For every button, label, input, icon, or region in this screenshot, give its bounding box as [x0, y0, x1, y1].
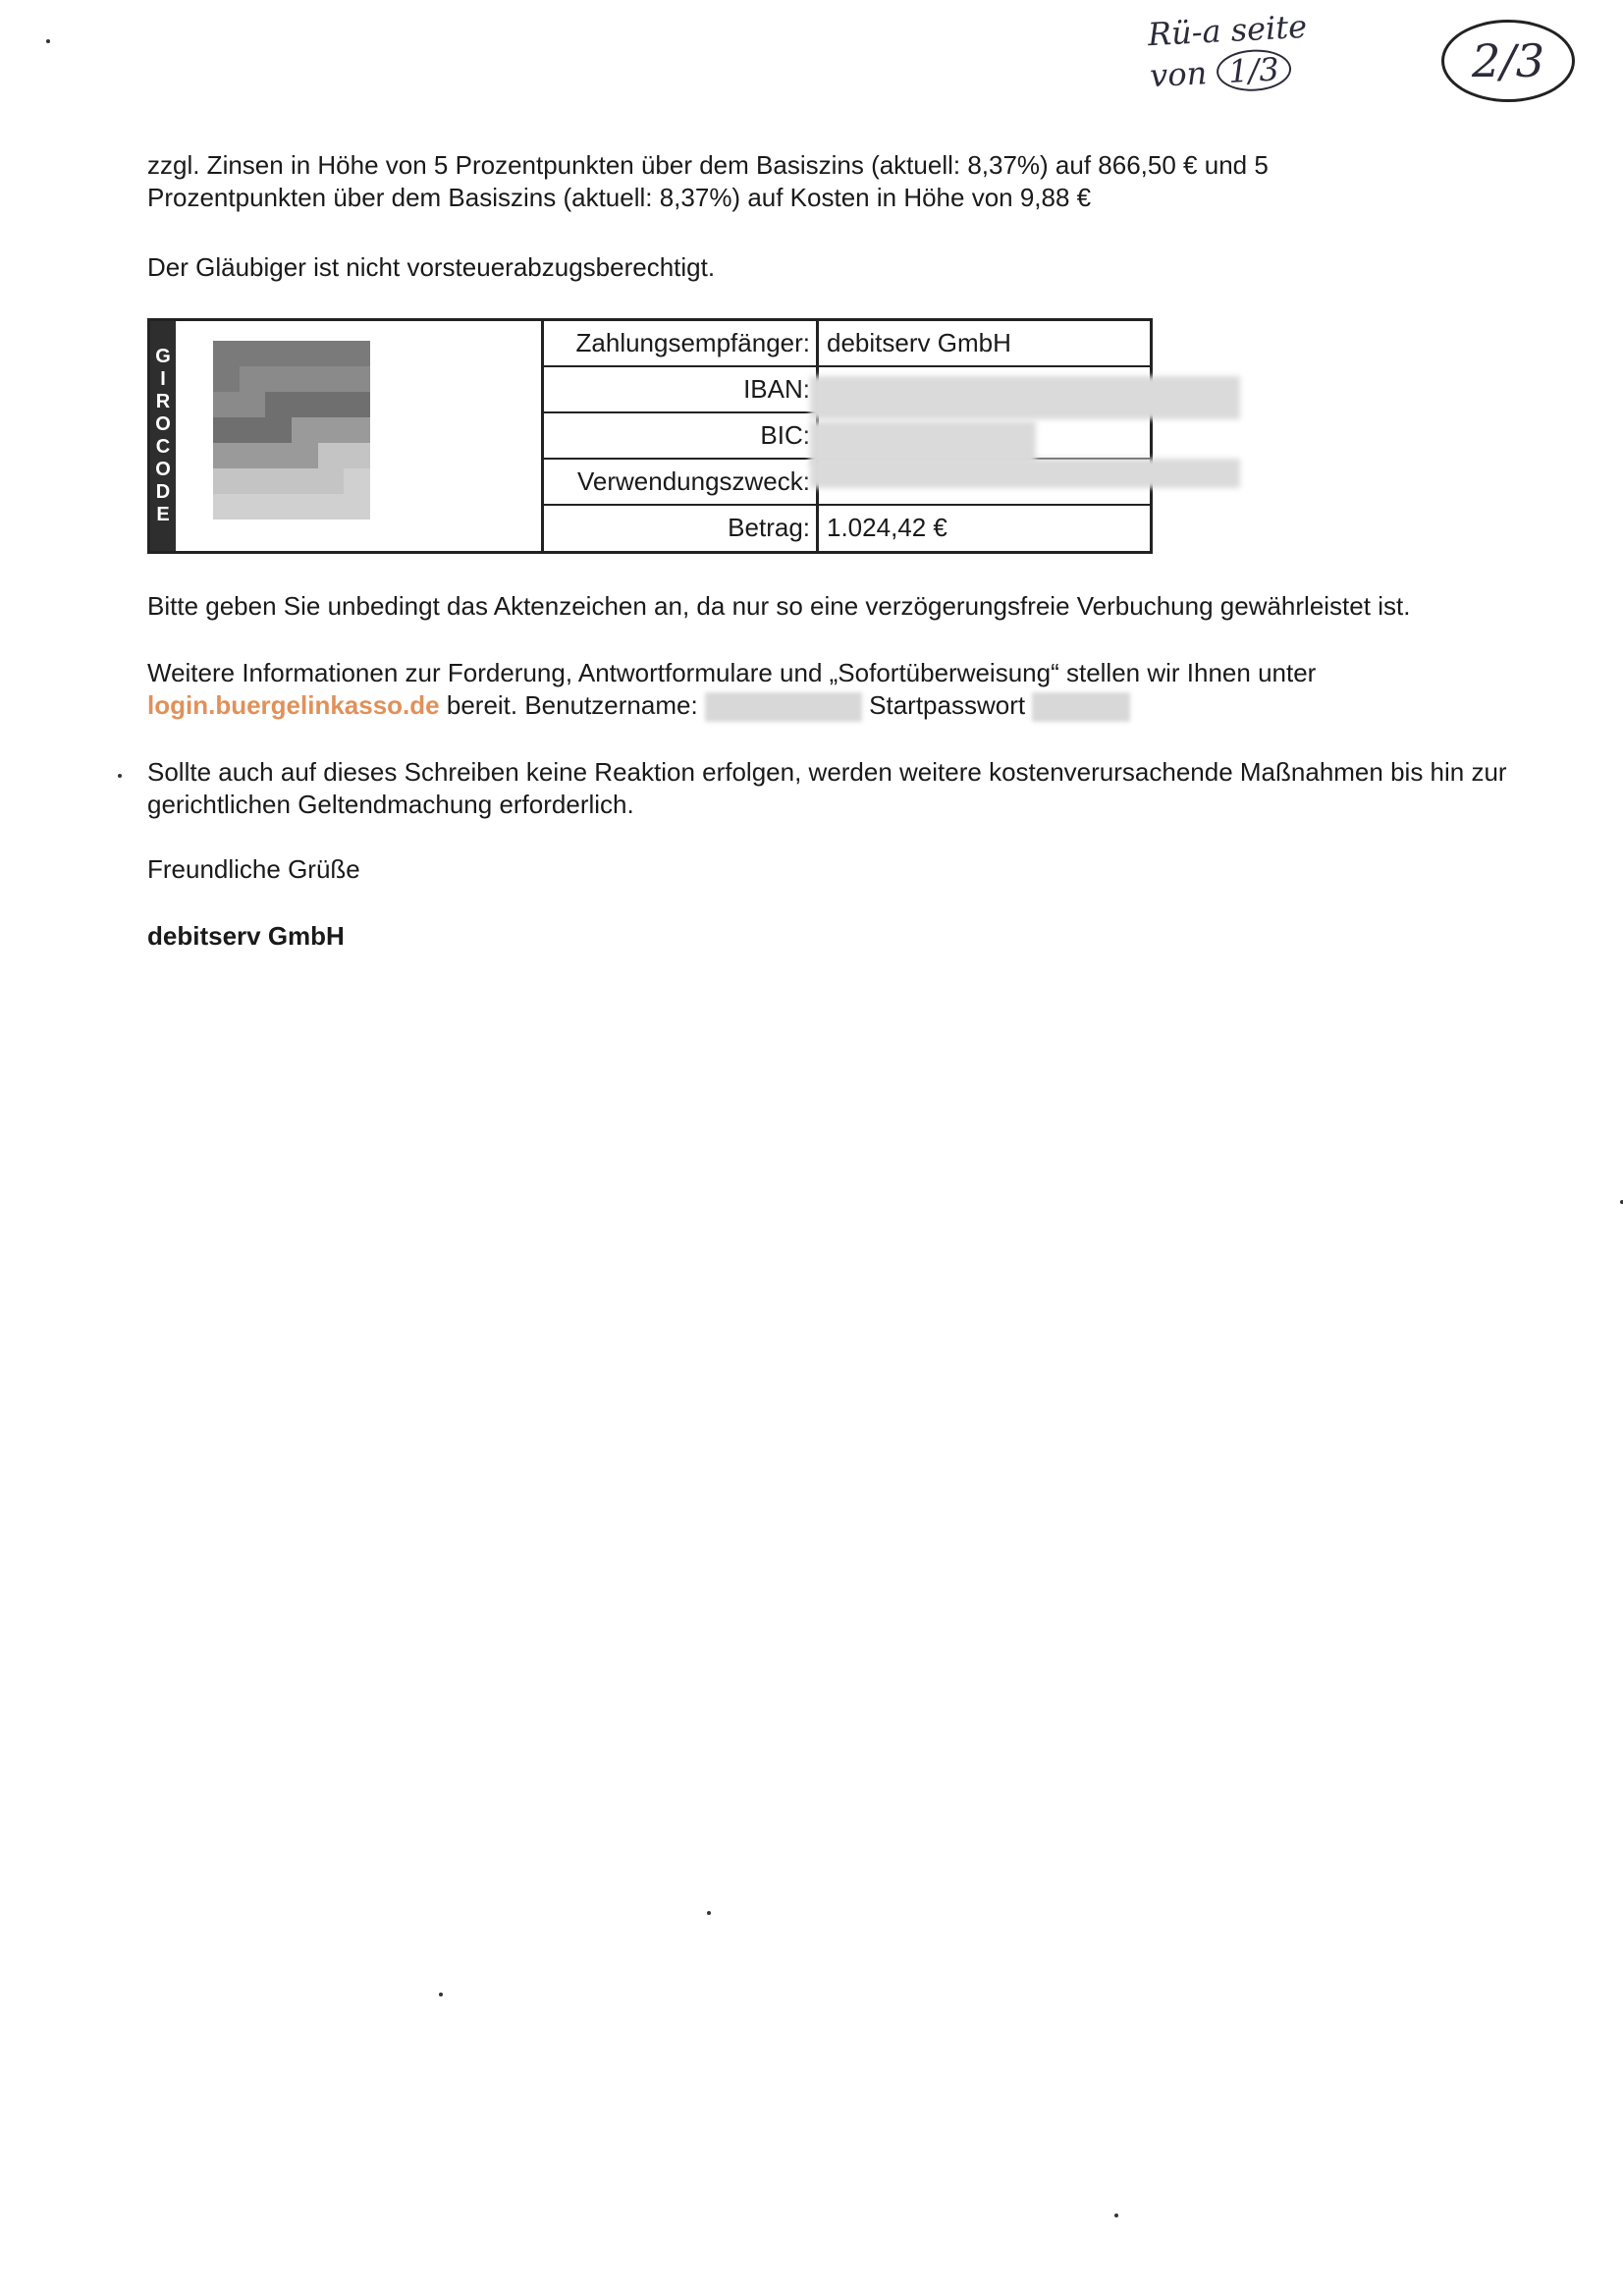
qr-pixel [292, 417, 318, 443]
amount-value: 1.024,42 € [827, 513, 947, 542]
redaction-purpose [810, 459, 1240, 488]
qr-code-cell [176, 321, 544, 551]
girocode-letter: O [155, 459, 171, 480]
qr-pixel [344, 468, 370, 494]
qr-pixel [265, 494, 292, 519]
qr-pixel [265, 417, 292, 443]
handwritten-note-line2 [1149, 47, 1310, 96]
qr-pixel [344, 443, 370, 468]
reference-paragraph: Bitte geben Sie unbedingt das Aktenzeichen an, da nur so eine verzögerungsfreie Verbuchung gewährleistet ist. [147, 591, 1411, 621]
qr-pixel [265, 366, 292, 392]
password-label: Startpasswort [869, 690, 1026, 720]
handwritten-page-marker: 2/3 [1441, 20, 1575, 102]
qr-pixel [240, 468, 266, 494]
girocode-letter: G [155, 346, 171, 367]
row-amount [544, 506, 1150, 554]
qr-pixel [344, 392, 370, 417]
qr-pixel [292, 468, 318, 494]
handwritten-note-line1: Rü-a seite [1147, 7, 1308, 54]
girocode-letter: C [155, 436, 171, 458]
redaction-username [705, 692, 862, 722]
scan-speck [439, 1993, 443, 1996]
greeting: Freundliche Grüße [147, 854, 360, 884]
info-paragraph [147, 657, 1424, 722]
girocode-letter: O [155, 413, 171, 435]
qr-pixel [318, 443, 345, 468]
redaction-iban [810, 376, 1240, 419]
girocode-letter: R [155, 391, 171, 412]
qr-pixel [213, 494, 240, 519]
info-middle: bereit. Benutzername: [446, 690, 698, 720]
handwritten-note-von: von [1149, 54, 1209, 95]
qr-pixel [344, 494, 370, 519]
warning-paragraph: Sollte auch auf dieses Schreiben keine Reaktion erfolgen, werden weitere kostenverursachende Maßnahmen bis hin zur gerichtlichen Geltendmachung erforderlich. [147, 757, 1507, 819]
row-recipient [544, 321, 1150, 367]
handwritten-note [1147, 6, 1310, 96]
qr-pixel [344, 417, 370, 443]
qr-pixel [240, 443, 266, 468]
qr-pixel [213, 468, 240, 494]
qr-pixel [240, 417, 266, 443]
qr-pixel [240, 366, 266, 392]
qr-pixel [344, 341, 370, 366]
qr-pixel [213, 392, 240, 417]
scan-speck [46, 39, 50, 43]
qr-pixel [240, 392, 266, 417]
qr-pixel [344, 366, 370, 392]
qr-pixel [318, 468, 345, 494]
qr-pixel [292, 494, 318, 519]
qr-pixel [318, 392, 345, 417]
qr-pixel [318, 417, 345, 443]
qr-pixel [265, 468, 292, 494]
scan-speck [707, 1911, 711, 1915]
qr-pixel [240, 341, 266, 366]
qr-pixel [240, 494, 266, 519]
tax-paragraph: Der Gläubiger ist nicht vorsteuerabzugsberechtigt. [147, 252, 716, 282]
qr-code-pixelated [213, 341, 370, 519]
qr-pixel [265, 341, 292, 366]
qr-pixel [213, 443, 240, 468]
interest-paragraph: zzgl. Zinsen in Höhe von 5 Prozentpunkten über dem Basiszins (aktuell: 8,37%) auf 866,50 € und 5 Prozentpunkten über dem Basiszins (aktuell: 8,37%) auf Kosten in Höhe von 9,88 € [147, 150, 1269, 212]
recipient-label: Zahlungsempfänger: [544, 321, 819, 365]
qr-pixel [292, 341, 318, 366]
girocode-table [147, 318, 1153, 554]
redaction-password [1032, 692, 1130, 722]
purpose-label: Verwendungszweck: [544, 460, 819, 504]
qr-pixel [292, 366, 318, 392]
signature: debitserv GmbH [147, 921, 345, 951]
girocode-letter: E [156, 504, 170, 525]
qr-pixel [213, 417, 240, 443]
scan-speck [118, 774, 122, 778]
qr-pixel [318, 366, 345, 392]
amount-label: Betrag: [544, 506, 819, 554]
qr-pixel [318, 494, 345, 519]
portal-link[interactable]: login.buergelinkasso.de [147, 690, 440, 720]
girocode-letter: D [155, 481, 171, 503]
scan-speck [1114, 2214, 1118, 2217]
qr-pixel [265, 392, 292, 417]
qr-pixel [292, 392, 318, 417]
girocode-band [150, 321, 176, 551]
qr-pixel [213, 341, 240, 366]
qr-pixel [213, 366, 240, 392]
info-prefix: Weitere Informationen zur Forderung, Antwortformulare und „Sofortüberweisung“ stellen wir Ihnen unter [147, 658, 1317, 687]
qr-pixel [318, 341, 345, 366]
qr-pixel [265, 443, 292, 468]
iban-label: IBAN: [544, 367, 819, 411]
girocode-letter: I [160, 368, 166, 390]
handwritten-circled-ref: 1/3 [1216, 48, 1292, 93]
recipient-value: debitserv GmbH [827, 328, 1011, 357]
qr-pixel [292, 443, 318, 468]
bic-label: BIC: [544, 413, 819, 458]
